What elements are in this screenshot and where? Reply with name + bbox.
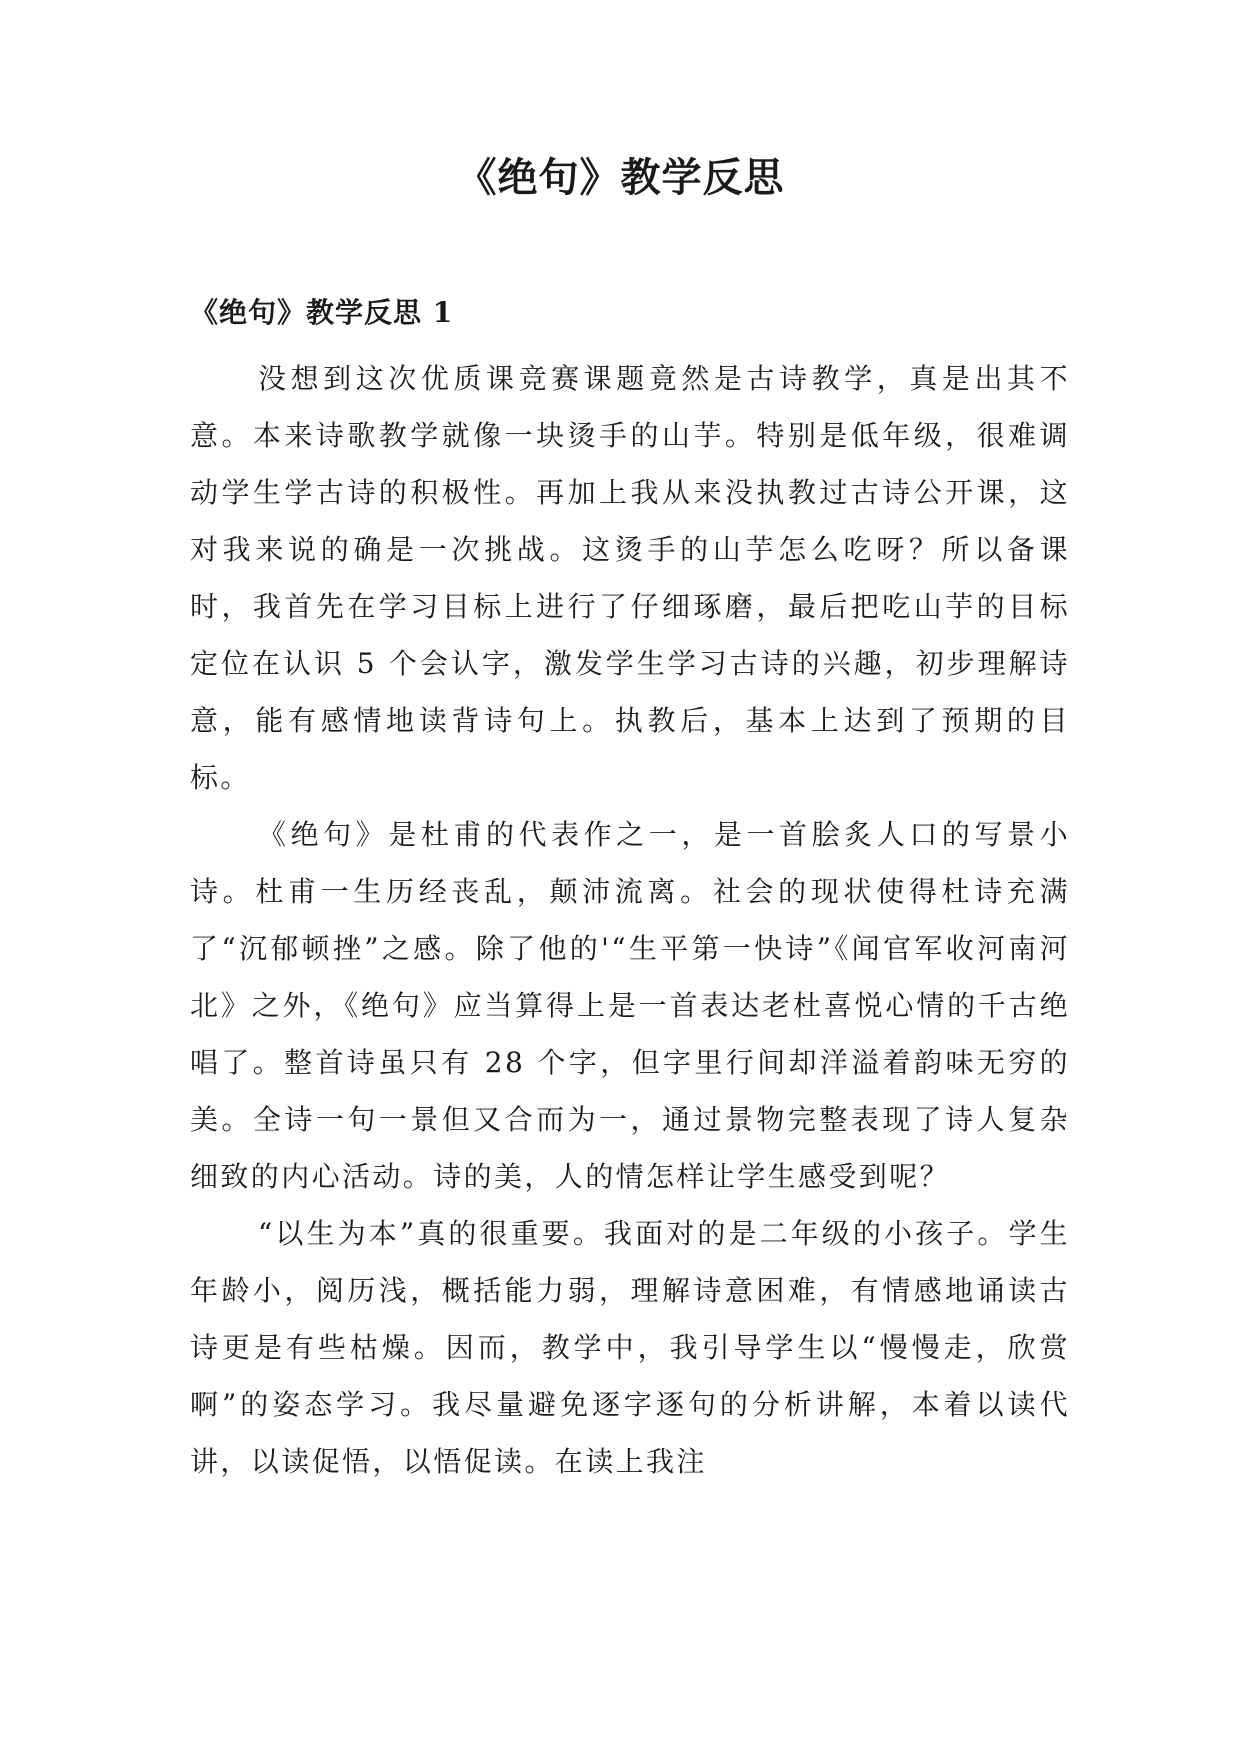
document-body	[190, 350, 1070, 1490]
paragraph-3: “以生为本”真的很重要。我面对的是二年级的小孩子。学生年龄小，阅历浅，概括能力弱，理解诗意困难，有情感地诵读古诗更是有些枯燥。因而，教学中，我引导学生以“慢慢走，欣赏啊”的姿态学习。我尽量避免逐字逐句的分析讲解，本着以读代讲，以读促悟，以悟促读。在读上我注	[190, 1217, 1070, 1478]
paragraph-2: 《绝句》是杜甫的代表作之一，是一首脍炙人口的写景小诗。杜甫一生历经丧乱，颠沛流离。社会的现状使得杜诗充满了“沉郁顿挫”之感。除了他的'“生平第一快诗”《闻官军收河南河北》之外，《绝句》应当算得上是一首表达老杜喜悦心情的千古绝唱了。整首诗虽只有 28 个字，但字里行间却洋溢着韵味无穷的美。全诗一句一景但又合而为一，通过景物完整表现了诗人复杂细致的内心活动。诗的美，人的情怎样让学生感受到呢？	[190, 818, 1070, 1193]
paragraph-1: 没想到这次优质课竞赛课题竟然是古诗教学，真是出其不意。本来诗歌教学就像一块烫手的山芋。特别是低年级，很难调动学生学古诗的积极性。再加上我从来没执教过古诗公开课，这对我来说的确是一次挑战。这烫手的山芋怎么吃呀？所以备课时，我首先在学习目标上进行了仔细琢磨，最后把吃山芋的目标定位在认识 5 个会认字，激发学生学习古诗的兴趣，初步理解诗意，能有感情地读背诗句上。执教后，基本上达到了预期的目标。	[190, 362, 1070, 794]
document-title: 《绝句》教学反思	[456, 155, 785, 201]
section-heading: 《绝句》教学反思 1	[190, 296, 454, 329]
